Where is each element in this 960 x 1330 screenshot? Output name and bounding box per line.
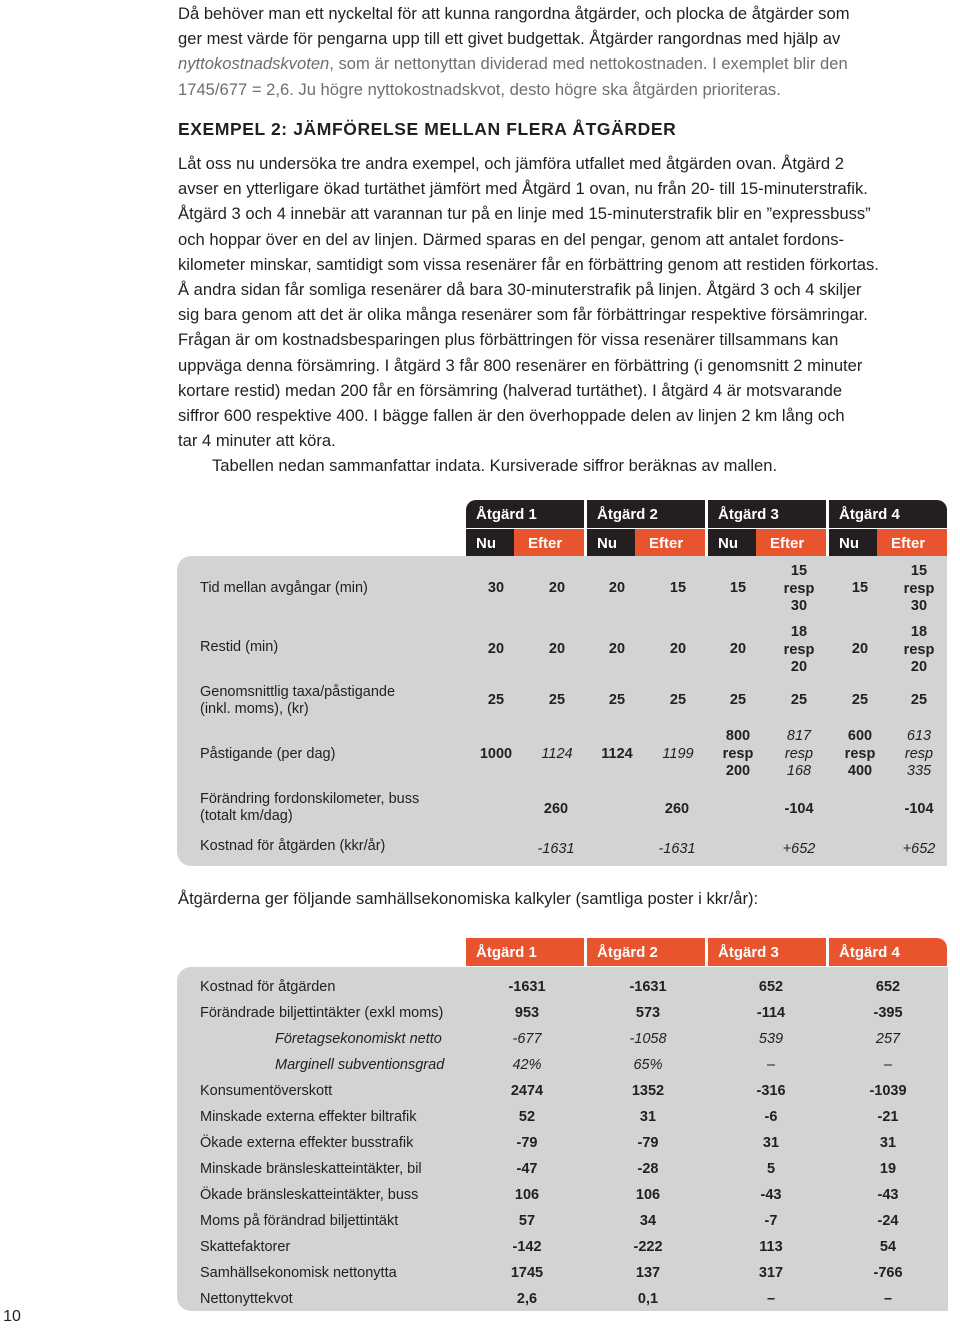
table1-efter-header: Efter — [877, 529, 947, 557]
table2-cell: -316 — [756, 1083, 786, 1099]
table1-cell: 15 — [729, 580, 747, 596]
intro-line: 1745/677 = 2,6. Ju högre nyttokostnadskvot, desto högre ska åtgärden prioriteras. — [178, 79, 781, 99]
table2-cell: -1039 — [869, 1083, 907, 1099]
table1-efter-header: Efter — [514, 529, 584, 557]
table2-cell: 5 — [766, 1161, 776, 1177]
table1-cell: -1631 — [537, 841, 575, 857]
table2-cell: -222 — [633, 1239, 663, 1255]
table1-cell: 20 — [487, 641, 505, 657]
table1-cell: 25 — [790, 692, 808, 708]
table2-row-label: Företagsekonomiskt netto — [275, 1031, 442, 1047]
table2-cell: 652 — [758, 979, 784, 995]
cell-line: 335 — [906, 763, 932, 779]
table1-measure-header: Åtgärd 2 — [587, 500, 705, 528]
table2-cell: 0,1 — [637, 1291, 659, 1307]
table2-cell: -677 — [512, 1031, 542, 1047]
table2-cell: 52 — [518, 1109, 536, 1125]
table2-row-label: Ökade externa effekter busstrafik — [200, 1135, 414, 1151]
cell-line: 18 — [790, 624, 808, 640]
table1-cell — [889, 563, 949, 616]
table1-cell: 260 — [664, 801, 690, 817]
table1-cell: 25 — [487, 692, 505, 708]
table2-header-cell: Åtgärd 1 — [466, 938, 584, 966]
table2-cell: 34 — [639, 1213, 657, 1229]
table1-row-label — [200, 791, 419, 825]
table2-header-cell: Åtgärd 2 — [587, 938, 705, 966]
table2-header-cell: Åtgärd 3 — [708, 938, 826, 966]
cell-line: resp — [783, 641, 815, 658]
table2-row-label: Nettonyttekvot — [200, 1291, 293, 1307]
table1-efter-header: Efter — [756, 529, 826, 557]
table1-cell: 30 — [487, 580, 505, 596]
table2-cell: 113 — [759, 1239, 783, 1255]
table2-cell: 257 — [875, 1031, 901, 1047]
table1-row-label: Kostnad för åtgärden (kkr/år) — [200, 838, 386, 854]
table1-nu-header: Nu — [587, 529, 635, 557]
cell-line: resp — [784, 745, 814, 762]
table1-cell: 20 — [548, 580, 566, 596]
cell-line: 20 — [790, 659, 808, 675]
table1-cell — [769, 728, 829, 781]
table2-cell: – — [766, 1057, 776, 1073]
table1-cell: 15 — [851, 580, 869, 596]
table1-header — [466, 500, 948, 557]
table2-cell: -24 — [877, 1213, 899, 1229]
table2-row-label: Kostnad för åtgärden — [200, 979, 336, 995]
table1-row-label: Tid mellan avgångar (min) — [200, 580, 368, 596]
cell-line: 18 — [910, 624, 928, 640]
cell-line: 15 — [910, 563, 928, 579]
cell-line: resp — [783, 580, 815, 597]
table2-cell: -766 — [873, 1265, 903, 1281]
table2-row-label: Skattefaktorer — [200, 1239, 291, 1255]
cell-line: 168 — [786, 763, 812, 779]
table1-cell: 25 — [851, 692, 869, 708]
page-number: 10 — [3, 1308, 21, 1325]
table2-cell: -1631 — [629, 979, 667, 995]
table2-cell: 31 — [639, 1109, 657, 1125]
body-line: uppväga denna försämring. I åtgärd 3 får 800 resenärer en förbättring (i genomsnitt 2 minuter — [178, 355, 863, 375]
label-line: Förändring fordonskilometer, buss — [200, 791, 420, 807]
cell-line: 200 — [725, 763, 751, 779]
table2-row-label: Minskade externa effekter biltrafik — [200, 1109, 417, 1125]
table1-cell — [769, 624, 829, 677]
cell-line: 400 — [847, 763, 873, 779]
body-paragraph — [178, 151, 948, 479]
table2-cell: 54 — [879, 1239, 897, 1255]
table1-cell — [830, 728, 890, 781]
table2-cell: -7 — [764, 1213, 778, 1229]
table1-cell: 1199 — [662, 746, 694, 762]
table1-cell: 1124 — [541, 746, 573, 762]
table1-cell: 15 — [669, 580, 687, 596]
table2-row-label: Förändrade biljettintäkter (exkl moms) — [200, 1005, 444, 1021]
table1-cell: 25 — [669, 692, 687, 708]
body-line: tar 4 minuter att köra. — [178, 431, 336, 451]
table1-cell: 20 — [729, 641, 747, 657]
table2-row-label: Ökade bränsleskatteintäkter, buss — [200, 1187, 419, 1203]
intro-term: nyttokostnadskvoten — [178, 54, 330, 74]
cell-line: 20 — [910, 659, 928, 675]
intro-paragraph — [178, 1, 948, 102]
table2-cell: 42% — [512, 1057, 542, 1073]
cell-line: resp — [844, 745, 876, 762]
body-line: kilometer minskar, samtidigt som vissa resenärer får en förbättring genom att restiden förkortas. — [178, 254, 879, 274]
body-line: och hoppar över en del av linjen. Därmed sparas en del pengar, genom att antalet fordons- — [178, 229, 845, 249]
cell-line: resp — [722, 745, 754, 762]
table2-cell: -142 — [512, 1239, 542, 1255]
body-line: avser en ytterligare ökad turtäthet jämfört med Åtgärd 1 ovan, nu från 20- till 15-minuterstrafik. — [178, 179, 868, 199]
table2-cell: 317 — [758, 1265, 784, 1281]
table1-measure-header: Åtgärd 1 — [466, 500, 584, 528]
table1-cell: 260 — [543, 801, 569, 817]
table2-row-label: Moms på förändrad biljettintäkt — [200, 1213, 399, 1229]
body-line: kortare restid) medan 200 får en försämring (halverad turtäthet). I åtgärd 4 är motsvarande — [178, 380, 843, 400]
intro-line — [178, 51, 948, 76]
body-line: Åtgärd 3 och 4 innebär att varannan tur på en linje med 15-minuterstrafik blir en ”expressbuss” — [178, 204, 871, 224]
body-line: Låt oss nu undersöka tre andra exempel, och jämföra utfallet med åtgärden ovan. Åtgärd 2 — [178, 154, 844, 173]
cell-line: 800 — [725, 728, 751, 744]
table2-cell: -79 — [637, 1135, 659, 1151]
table1-row-label: Påstigande (per dag) — [200, 746, 336, 762]
table2-cell: 65% — [633, 1057, 663, 1073]
table2-header — [466, 938, 947, 966]
table2-cell: 953 — [514, 1005, 540, 1021]
table2-cell: 2474 — [510, 1083, 544, 1099]
table1-measure-header: Åtgärd 3 — [708, 500, 826, 528]
table2-cell: -1631 — [508, 979, 546, 995]
table1-cell — [889, 624, 949, 677]
table2-cell: -1058 — [629, 1031, 667, 1047]
table2-cell: 57 — [518, 1213, 536, 1229]
section-heading: EXEMPEL 2: JÄMFÖRELSE MELLAN FLERA ÅTGÄRDER — [178, 119, 677, 139]
table2-cell: -21 — [877, 1109, 899, 1125]
table2-row-label: Minskade bränsleskatteintäkter, bil — [200, 1161, 422, 1177]
table1-cell: 20 — [669, 641, 687, 657]
label-line: (inkl. moms), (kr) — [200, 701, 309, 717]
body-line: sig bara genom att det är olika många resenärer som får förbättringar respektive försämringar. — [178, 305, 868, 325]
table2-row-label: Samhällsekonomisk nettonytta — [200, 1265, 397, 1281]
table1-cell: 25 — [910, 692, 928, 708]
table2-cell: -6 — [764, 1109, 778, 1125]
table2-cell: -114 — [756, 1005, 786, 1021]
intro-line-rest: , som är nettonyttan dividerad med nettokostnaden. I exemplet blir den — [329, 54, 848, 74]
table2-cell: 2,6 — [516, 1291, 538, 1307]
cell-line: 600 — [847, 728, 873, 744]
cell-line: resp — [903, 580, 935, 597]
table1-nu-header: Nu — [708, 529, 756, 557]
table1-cell: +652 — [902, 841, 936, 857]
table1-nu-header: Nu — [829, 529, 877, 557]
table1-cell: 20 — [851, 641, 869, 657]
table1-cell: +652 — [782, 841, 816, 857]
table1-cell: 1124 — [601, 746, 633, 762]
table2-row-label: Konsumentöverskott — [200, 1083, 333, 1099]
cell-line: resp — [903, 641, 935, 658]
table2-row-label: Marginell subventionsgrad — [275, 1057, 445, 1073]
table1-measure-header: Åtgärd 4 — [829, 500, 947, 528]
table2-cell: 106 — [514, 1187, 540, 1203]
table2-cell: 106 — [635, 1187, 661, 1203]
table1-cell — [769, 563, 829, 616]
table1-cell: 25 — [608, 692, 626, 708]
table1-cell: -1631 — [658, 841, 696, 857]
table2-cell: -28 — [637, 1161, 659, 1177]
table1-cell: 20 — [608, 580, 626, 596]
table1-row-label: Restid (min) — [200, 639, 279, 655]
table2-cell: -79 — [516, 1135, 538, 1151]
table2-cell: 31 — [879, 1135, 897, 1151]
table2-cell: 652 — [875, 979, 901, 995]
table2-cell: 19 — [879, 1161, 897, 1177]
table2-cell: -47 — [516, 1161, 538, 1177]
table1-cell: 20 — [608, 641, 626, 657]
cell-line: 15 — [790, 563, 808, 579]
table1-cell — [889, 728, 949, 781]
table1-cell: 25 — [729, 692, 747, 708]
table2-cell: – — [766, 1291, 776, 1307]
summary-line: Tabellen nedan sammanfattar indata. Kursiverade siffror beräknas av mallen. — [212, 456, 778, 476]
table2-cell: 1745 — [510, 1265, 544, 1281]
body-line: Frågan är om kostnadsbesparingen plus förbättringen för vissa resenärer tillsammans kan — [178, 330, 839, 350]
table2-cell: -43 — [760, 1187, 782, 1203]
table2-cell: – — [883, 1057, 893, 1073]
table2-cell: 31 — [762, 1135, 780, 1151]
intro-line: Då behöver man ett nyckeltal för att kunna rangordna åtgärder, och plocka de åtgärder som — [178, 4, 850, 23]
table2-cell: – — [883, 1291, 893, 1307]
label-line: (totalt km/dag) — [200, 808, 293, 824]
table1-cell: 1000 — [479, 746, 513, 762]
table1-cell: -104 — [784, 801, 814, 817]
cell-line: 613 — [906, 728, 932, 744]
cell-line: 817 — [786, 728, 812, 744]
table2-header-cell: Åtgärd 4 — [829, 938, 947, 966]
table2-cell: 573 — [635, 1005, 661, 1021]
cell-line: resp — [904, 745, 934, 762]
table1-cell: -104 — [904, 801, 934, 817]
table1-cell: 25 — [548, 692, 566, 708]
table1-nu-header: Nu — [466, 529, 514, 557]
table2-cell: 137 — [635, 1265, 661, 1281]
intro-line: ger mest värde för pengarna upp till ett givet budgettak. Åtgärder rangordnas med hjälp av — [178, 29, 841, 49]
between-line: Åtgärderna ger följande samhällsekonomiska kalkyler (samtliga poster i kkr/år): — [178, 889, 759, 908]
table2-cell: 1352 — [631, 1083, 665, 1099]
label-line: Genomsnittlig taxa/påstigande — [200, 684, 396, 700]
cell-line: 30 — [910, 598, 928, 614]
table1-cell: 20 — [548, 641, 566, 657]
table1-row-label — [200, 684, 395, 718]
table2-cell: -43 — [877, 1187, 899, 1203]
table1-cell — [708, 728, 768, 781]
table1-efter-header: Efter — [635, 529, 705, 557]
body-line: Å andra sidan får somliga resenärer då bara 30-minuterstrafik på linjen. Åtgärd 3 och 4 skiljer — [178, 280, 862, 300]
cell-line: 30 — [790, 598, 808, 614]
body-line: siffror 600 respektive 400. I bägge fallen är den överhoppade delen av linjen 2 km lång och — [178, 406, 845, 426]
table2-cell: 539 — [758, 1031, 784, 1047]
table2-cell: -395 — [873, 1005, 903, 1021]
